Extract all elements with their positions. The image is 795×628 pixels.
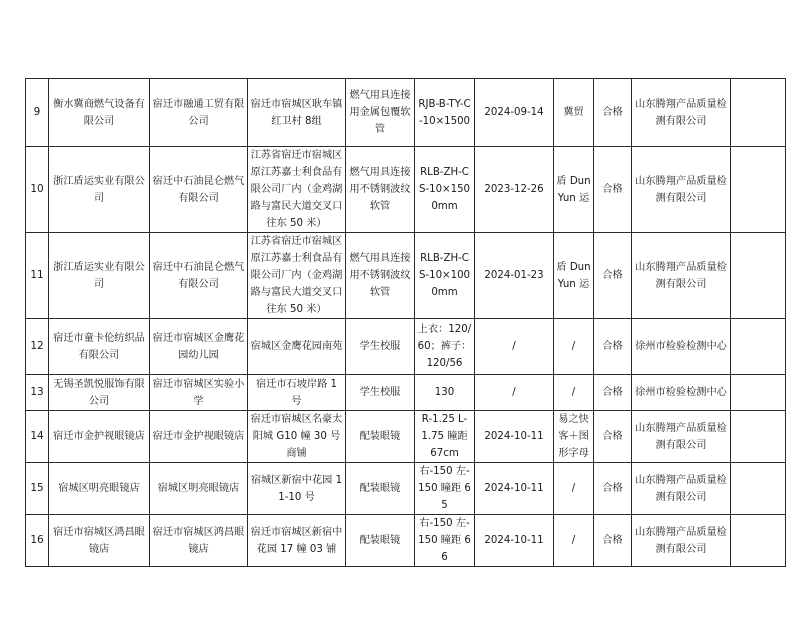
brand: 冀贸 [563, 107, 584, 118]
inspection-agency-cell [632, 463, 731, 515]
brand-cell [554, 147, 594, 233]
product-name-cell [346, 411, 415, 463]
table-row [26, 515, 786, 567]
row-number-cell [26, 515, 49, 567]
empty-cell [731, 411, 786, 463]
seller-address: 江苏省宿迁市宿城区原江苏嘉士利食品有限公司厂内（金鸡湖路与富民大道交叉口往东 50 米） [250, 150, 343, 229]
seller-name: 宿迁市金护视眼镜店 [152, 431, 245, 442]
product-spec-cell [415, 375, 475, 411]
production-date: 2024-09-14 [484, 107, 544, 118]
producer-name-cell [49, 411, 150, 463]
product-spec: R-1.25 L-1.75 瞳距 67cm [421, 414, 468, 459]
brand-cell [554, 411, 594, 463]
product-spec: RLB-ZH-CS-10×1000mm [418, 253, 471, 298]
producer-name: 无锡圣凯悦服饰有限公司 [53, 378, 145, 407]
table-row [26, 411, 786, 463]
producer-name-cell [49, 375, 150, 411]
table-row [26, 79, 786, 147]
inspection-result: 合格 [602, 270, 623, 281]
producer-name: 宿迁市宿城区鸿昌眼镜店 [53, 526, 145, 555]
product-name: 学生校服 [359, 387, 401, 398]
product-name-cell [346, 463, 415, 515]
table-row [26, 319, 786, 375]
inspection-agency-cell [632, 515, 731, 567]
row-number: 15 [30, 482, 44, 494]
inspection-result-cell [594, 375, 632, 411]
product-name: 配装眼镜 [359, 431, 401, 442]
inspection-result: 合格 [602, 341, 623, 352]
row-number-cell [26, 79, 49, 147]
inspection-agency: 山东腾翔产品质量检测有限公司 [635, 175, 727, 204]
producer-name-cell [49, 515, 150, 567]
inspection-agency: 山东腾翔产品质量检测有限公司 [635, 422, 727, 451]
seller-address-cell [248, 375, 346, 411]
product-spec-cell [415, 233, 475, 319]
product-name: 学生校服 [359, 341, 401, 352]
producer-name-cell [49, 463, 150, 515]
seller-address-cell [248, 411, 346, 463]
row-number-cell [26, 233, 49, 319]
seller-name: 宿迁市宿城区金鹰花园幼儿园 [152, 332, 245, 361]
seller-address: 宿迁市宿城区耿车镇红卫村 8组 [250, 98, 343, 127]
seller-name: 宿迁中石油昆仑燃气有限公司 [152, 261, 245, 290]
inspection-agency: 山东腾翔产品质量检测有限公司 [635, 526, 727, 555]
row-number: 13 [30, 386, 44, 398]
production-date: 2024-10-11 [484, 535, 544, 546]
product-spec: 右-150 左-150 瞳距 66 [418, 518, 471, 563]
empty-cell [731, 233, 786, 319]
inspection-result-cell [594, 79, 632, 147]
table-body [26, 79, 786, 567]
production-date-cell [475, 411, 554, 463]
empty-cell [731, 79, 786, 147]
production-date-cell [475, 515, 554, 567]
seller-address: 宿迁市石坡岸路 1 号 [255, 378, 338, 407]
seller-name-cell [150, 463, 248, 515]
empty-cell [731, 515, 786, 567]
inspection-result: 合格 [602, 184, 623, 195]
production-date-cell [475, 319, 554, 375]
product-name: 燃气用具连接用金属包覆软管 [349, 90, 411, 135]
product-name: 配装眼镜 [359, 483, 401, 494]
brand: / [571, 341, 576, 352]
inspection-agency: 徐州市检验检测中心 [635, 341, 727, 352]
seller-name: 宿迁市融通工贸有限公司 [152, 98, 245, 127]
production-date: / [512, 341, 516, 352]
inspection-agency-cell [632, 411, 731, 463]
brand: 易之快客＋图形字母 [558, 414, 589, 459]
seller-address-cell [248, 79, 346, 147]
inspection-result: 合格 [602, 431, 623, 442]
brand-cell [554, 233, 594, 319]
product-spec: 上衣：120/60；裤子：120/56 [417, 324, 472, 369]
inspection-agency: 山东腾翔产品质量检测有限公司 [635, 98, 727, 127]
inspection-result-cell [594, 147, 632, 233]
inspection-result-cell [594, 319, 632, 375]
seller-address-cell [248, 233, 346, 319]
seller-address: 宿迁市宿城区新宿中花园 17 幢 03 铺 [250, 526, 343, 555]
brand: 盾 DunYun 运 [556, 175, 591, 204]
seller-name: 宿迁市宿城区实验小学 [152, 378, 245, 407]
product-spec: RJB-B-TY-C-10×1500 [418, 98, 471, 127]
product-name-cell [346, 79, 415, 147]
seller-address: 宿迁市宿城区名豪太阳城 G10 幢 30 号商铺 [250, 414, 343, 459]
production-date-cell [475, 233, 554, 319]
brand: 盾 DunYun 运 [556, 261, 591, 290]
row-number-cell [26, 463, 49, 515]
product-spec-cell [415, 147, 475, 233]
producer-name-cell [49, 79, 150, 147]
inspection-result: 合格 [602, 387, 623, 398]
product-spec-cell [415, 411, 475, 463]
production-date: 2024-10-11 [484, 483, 544, 494]
row-number: 10 [30, 183, 44, 195]
producer-name: 宿迁市金护视眼镜店 [53, 431, 145, 442]
producer-name-cell [49, 233, 150, 319]
brand-cell [554, 515, 594, 567]
producer-name: 浙江盾运实业有限公司 [53, 261, 145, 290]
inspection-result: 合格 [602, 107, 623, 118]
producer-name: 宿迁市童卡伦纺织品有限公司 [53, 332, 145, 361]
inspection-agency-cell [632, 319, 731, 375]
row-number-cell [26, 375, 49, 411]
product-spec-cell [415, 79, 475, 147]
product-spec-cell [415, 319, 475, 375]
producer-name: 衡水冀商燃气设备有限公司 [53, 98, 145, 127]
inspection-agency: 山东腾翔产品质量检测有限公司 [635, 261, 727, 290]
seller-name-cell [150, 233, 248, 319]
product-name: 配装眼镜 [359, 535, 401, 546]
inspection-agency-cell [632, 233, 731, 319]
empty-cell [731, 319, 786, 375]
inspection-agency: 山东腾翔产品质量检测有限公司 [635, 474, 727, 503]
production-date: 2024-10-11 [484, 431, 544, 442]
row-number-cell [26, 147, 49, 233]
seller-name-cell [150, 79, 248, 147]
brand-cell [554, 463, 594, 515]
inspection-agency-cell [632, 375, 731, 411]
production-date: 2023-12-26 [484, 184, 544, 195]
brand-cell [554, 319, 594, 375]
production-date-cell [475, 79, 554, 147]
table-row [26, 233, 786, 319]
production-date: / [512, 387, 516, 398]
producer-name-cell [49, 319, 150, 375]
production-date: 2024-01-23 [484, 270, 544, 281]
seller-address: 宿城区新宿中花园 11-10 号 [250, 474, 343, 503]
seller-name-cell [150, 319, 248, 375]
inspection-agency-cell [632, 79, 731, 147]
table-row [26, 147, 786, 233]
product-name-cell [346, 319, 415, 375]
seller-name-cell [150, 375, 248, 411]
inspection-result-cell [594, 233, 632, 319]
seller-name: 宿城区明亮眼镜店 [157, 483, 240, 494]
product-name: 燃气用具连接用不锈钢波纹软管 [349, 167, 411, 212]
seller-address-cell [248, 463, 346, 515]
producer-name-cell [49, 147, 150, 233]
product-spec-cell [415, 463, 475, 515]
table-row [26, 463, 786, 515]
brand-cell [554, 375, 594, 411]
brand: / [571, 483, 576, 494]
product-spec: 右-150 左-150 瞳距 65 [418, 466, 471, 511]
brand: / [571, 387, 576, 398]
product-spec: 130 [434, 387, 455, 398]
inspection-result-cell [594, 411, 632, 463]
row-number: 9 [33, 106, 41, 118]
seller-name-cell [150, 515, 248, 567]
brand: / [571, 535, 576, 546]
inspection-result: 合格 [602, 535, 623, 546]
row-number: 14 [30, 430, 44, 442]
empty-cell [731, 463, 786, 515]
seller-address-cell [248, 147, 346, 233]
seller-address-cell [248, 319, 346, 375]
inspection-result: 合格 [602, 483, 623, 494]
product-name-cell [346, 515, 415, 567]
product-name-cell [346, 375, 415, 411]
seller-address: 江苏省宿迁市宿城区原江苏嘉士利食品有限公司厂内（金鸡湖路与富民大道交叉口往东 50 米） [250, 236, 343, 315]
producer-name: 宿城区明亮眼镜店 [58, 483, 140, 494]
inspection-agency: 徐州市检验检测中心 [635, 387, 727, 398]
seller-address: 宿城区金鹰花园南苑 [250, 341, 343, 352]
empty-cell [731, 147, 786, 233]
seller-address-cell [248, 515, 346, 567]
seller-name-cell [150, 411, 248, 463]
inspection-agency-cell [632, 147, 731, 233]
inspection-result-cell [594, 515, 632, 567]
inspection-result-cell [594, 463, 632, 515]
product-spec: RLB-ZH-CS-10×1500mm [418, 167, 471, 212]
product-spec-cell [415, 515, 475, 567]
table-row [26, 375, 786, 411]
seller-name: 宿迁市宿城区鸿昌眼镜店 [152, 526, 245, 555]
product-name: 燃气用具连接用不锈钢波纹软管 [349, 253, 411, 298]
product-name-cell [346, 147, 415, 233]
row-number: 11 [30, 269, 44, 281]
row-number-cell [26, 319, 49, 375]
row-number: 12 [30, 340, 44, 352]
production-date-cell [475, 147, 554, 233]
empty-cell [731, 375, 786, 411]
row-number-cell [26, 411, 49, 463]
brand-cell [554, 79, 594, 147]
production-date-cell [475, 375, 554, 411]
product-name-cell [346, 233, 415, 319]
seller-name-cell [150, 147, 248, 233]
seller-name: 宿迁中石油昆仑燃气有限公司 [152, 175, 245, 204]
row-number: 16 [30, 534, 44, 546]
inspection-results-table [25, 78, 786, 567]
producer-name: 浙江盾运实业有限公司 [53, 175, 145, 204]
production-date-cell [475, 463, 554, 515]
